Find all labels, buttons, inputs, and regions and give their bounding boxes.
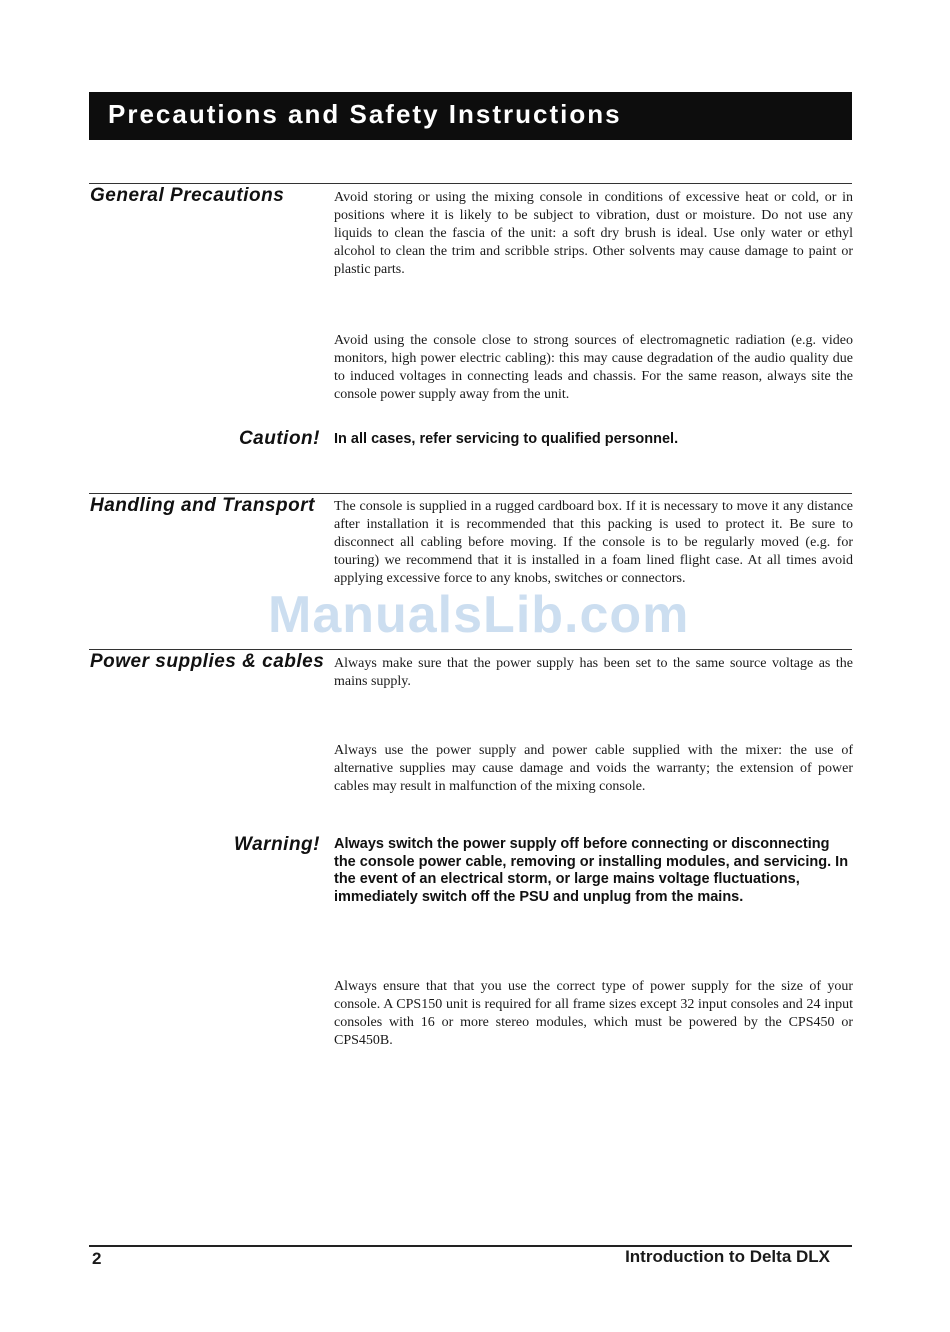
general-paragraph-1: Avoid storing or using the mixing console in conditions of excessive heat or cold, or in positions where it is likely to be subject to vibration, dust or moisture. Do not use any liquids to clean the fascia of the unit: a soft dry brush is ideal. Use only water or ethyl alcohol to clean the trim and scribble strips. Other solvents may cause damage to paint or plastic parts.: [334, 190, 853, 277]
caution-text: In all cases, refer servicing to qualified personnel.: [334, 431, 679, 447]
page-number: 2: [92, 1249, 102, 1268]
psu-paragraph: Always ensure that that you use the correct type of power supply for the size of your console. A CPS150 unit is required for all frame sizes except 32 input consoles and 24 input consoles with 16 or more stereo modules, which must be powered by the CPS450 or CPS450B.: [334, 979, 853, 1048]
handling-paragraph: The console is supplied in a rugged cardboard box. If it is necessary to move it any distance after installation it is recommended that this packing is used to protect it. Be sure to disconnect all cabling before moving. If the console is to be regularly moved (e.g. for touring) we recommend that it is installed in a foam lined flight case. At all times avoid applying excessive force to any knobs, switches or connectors.: [334, 499, 853, 586]
page-title: Precautions and Safety Instructions: [108, 99, 622, 129]
heading-warning: Warning!: [234, 834, 320, 855]
section-divider: [89, 493, 852, 494]
heading-power-supplies: Power supplies & cables: [90, 651, 325, 672]
heading-general-precautions: General Precautions: [90, 185, 285, 206]
section-divider: [89, 183, 852, 184]
footer-title: Introduction to Delta DLX: [625, 1247, 830, 1266]
power-paragraph-2: Always use the power supply and power cable supplied with the mixer: the use of alternative supplies may cause damage and voids the warranty; the extension of power cables may result in malfunction of the mixing console.: [334, 743, 853, 794]
heading-caution: Caution!: [238, 428, 320, 449]
power-paragraph-1: Always make sure that the power supply has been set to the same source voltage as the mains supply.: [334, 656, 853, 689]
heading-handling-transport: Handling and Transport: [90, 495, 315, 516]
warning-text: Always switch the power supply off before connecting or disconnecting the console power cable, removing or installing modules, and servicing. In the event of an electrical storm, or large mains voltage fluctuations, immediately switch off the PSU and unplug from the mains.: [334, 836, 849, 905]
section-divider: [89, 649, 852, 650]
general-paragraph-2: Avoid using the console close to strong sources of electromagnetic radiation (e.g. video monitors, high power electric cabling): this may cause degradation of the audio quality due to induced voltages in connecting leads and chassis. For the same reason, always site the console power supply away from the unit.: [334, 333, 853, 402]
watermark: ManualsLib.com: [268, 586, 690, 644]
